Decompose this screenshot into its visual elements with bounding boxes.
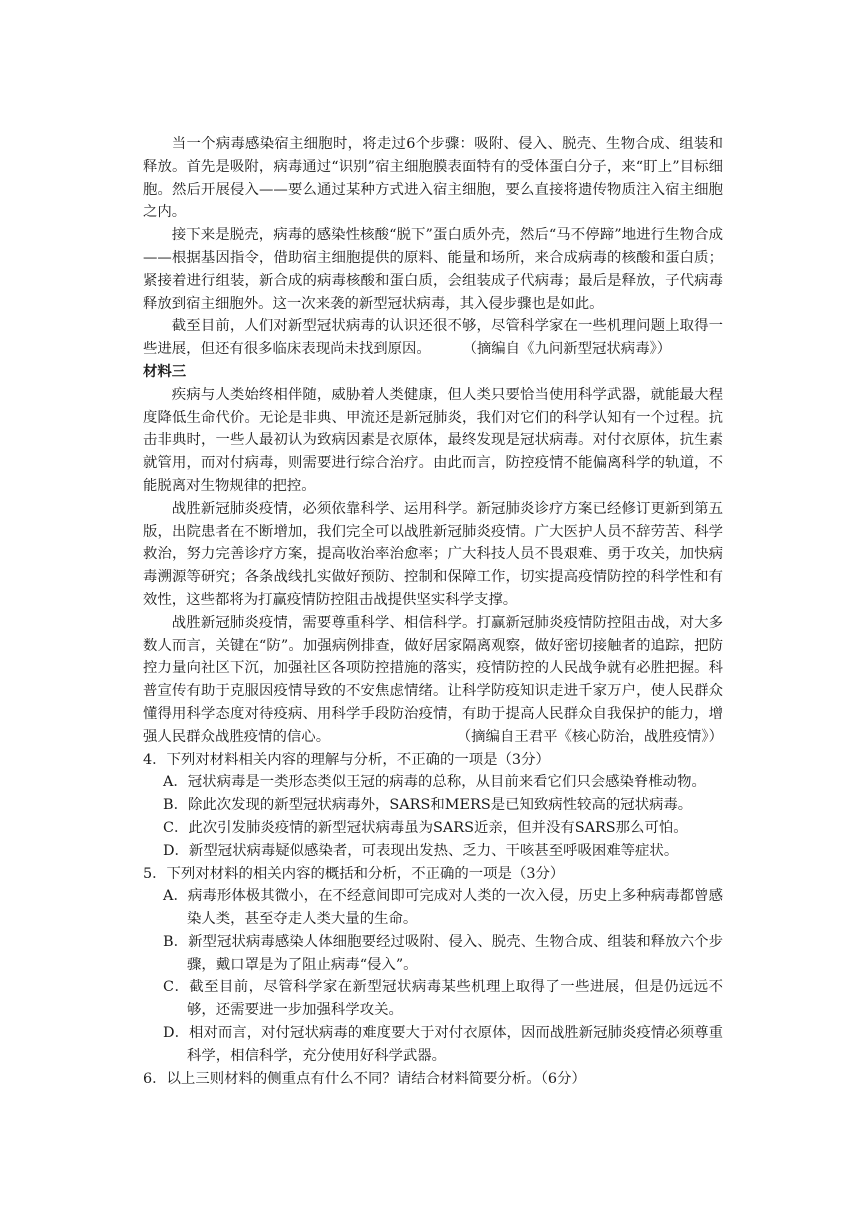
- question-5-stem: 5．下列对材料的相关内容的概括和分析，不正确的一项是（3分）: [143, 865, 565, 882]
- paragraph: 战胜新冠肺炎疫情，必须依靠科学、运用科学。新冠肺炎诊疗方案已经修订更新到第五版，出院患者在不断增加，我们完全可以战胜新冠肺炎疫情。广大医护人员不辞劳苦、科学救治，努力完善诊疗方案，提高收治率治愈率；广大科技人员不畏艰难、勇于攻关，加快病毒溯源等研究；各条战线扎实做好预防、控制和保障工作，切实提高疫情防控的科学性和有效性，这些都将为打赢疫情防控阻击战提供坚实科学支撑。: [143, 500, 723, 608]
- question-6-stem: 6．以上三则材料的侧重点有什么不同？请结合材料简要分析。（6分）: [143, 1070, 586, 1087]
- question-5-option-b: B．新型冠状病毒感染人体细胞要经过吸附、侵入、脱壳、生物合成、组装和释放六个步骤，戴口罩是为了阻止病毒“侵入”。: [163, 933, 723, 973]
- paragraph: 当一个病毒感染宿主细胞时，将走过6个步骤：吸附、侵入、脱壳、生物合成、组装和释放。首先是吸附，病毒通过“识别”宿主细胞膜表面特有的受体蛋白分子，来“盯上”目标细胞。然后开展侵入——要么通过某种方式进入宿主细胞，要么直接将遗传物质注入宿主细胞之内。: [143, 136, 723, 221]
- question-4-option-d: D．新型冠状病毒疑似感染者，可表现出发热、乏力、干咳甚至呼吸困难等症状。: [163, 842, 679, 859]
- paragraph: 疾病与人类始终相伴随，威胁着人类健康，但人类只要恰当使用科学武器，就能最大程度降低生命代价。无论是非典、甲流还是新冠肺炎，我们对它们的科学认知有一个过程。抗击非典时，一些人最初认为致病因素是衣原体，最终发现是冠状病毒。对付衣原体，抗生素就管用，而对付病毒，则需要进行综合治疗。由此而言，防控疫情不能偏离科学的轨道，不能脱离对生物规律的把控。: [143, 386, 723, 494]
- section-heading: 材料三: [143, 362, 187, 380]
- source-citation: （摘编自王君平《核心防治，战胜疫情》）: [456, 728, 723, 745]
- exam-page: [143, 133, 723, 1090]
- question-5-option-c: C．截至目前，尽管科学家在新型冠状病毒某些机理上取得了一些进展，但是仍远远不够，还需要进一步加强科学攻关。: [163, 979, 723, 1019]
- question-4-option-c: C．此次引发肺炎疫情的新型冠状病毒虽为SARS近亲，但并没有SARS那么可怕。: [163, 819, 688, 836]
- question-4-stem: 4．下列对材料相关内容的理解与分析，不正确的一项是（3分）: [143, 751, 550, 768]
- question-4-option-b: B．除此次发现的新型冠状病毒外，SARS和MERS是已知致病性较高的冠状病毒。: [163, 797, 693, 814]
- question-5-option-d: D．相对而言，对付冠状病毒的难度要大于对付衣原体，因而战胜新冠肺炎疫情必须尊重科学，相信科学，充分使用好科学武器。: [163, 1025, 723, 1064]
- paragraph: 战胜新冠肺炎疫情，需要尊重科学、相信科学。打赢新冠肺炎疫情防控阻击战，对大多数人而言，关键在“防”。加强病例排查，做好居家隔离观察，做好密切接触者的追踪，把防控力量向社区下沉，加强社区各项防控措施的落实，疫情防控的人民战争就有必胜把握。科普宣传有助于克服因疫情导致的不安焦虑情绪。让科学防疫知识走进千家万户，使人民群众懂得用科学态度对待疫病、用科学手段防治疫情，有助于提高人民群众自我保护的能力，增强人民群众战胜疫情的信心。: [143, 614, 723, 745]
- paragraph-text: 截至目前，人们对新型冠状病毒的认识还很不够，尽管科学家在一些机理问题上取得一些进展，但还有很多临床表现尚未找到原因。: [143, 318, 723, 358]
- paragraph: [143, 315, 723, 361]
- question-5-option-a: A．病毒形体极其微小，在不经意间即可完成对人类的一次入侵，历史上多种病毒都曾感染人类，甚至夺走人类大量的生命。: [163, 888, 723, 928]
- question-4-option-a: A．冠状病毒是一类形态类似王冠的病毒的总称，从目前来看它们只会感染脊椎动物。: [163, 774, 706, 791]
- source-citation: （摘编自《九问新型冠状病毒》）: [462, 341, 672, 358]
- paragraph: 接下来是脱壳，病毒的感染性核酸“脱下”蛋白质外壳，然后“马不停蹄”地进行生物合成——根据基因指令，借助宿主细胞提供的原料、能量和场所，来合成病毒的核酸和蛋白质；紧接着进行组装，新合成的病毒核酸和蛋白质，会组装成子代病毒；最后是释放，子代病毒释放到宿主细胞外。这一次来袭的新型冠状病毒，其入侵步骤也是如此。: [143, 227, 723, 312]
